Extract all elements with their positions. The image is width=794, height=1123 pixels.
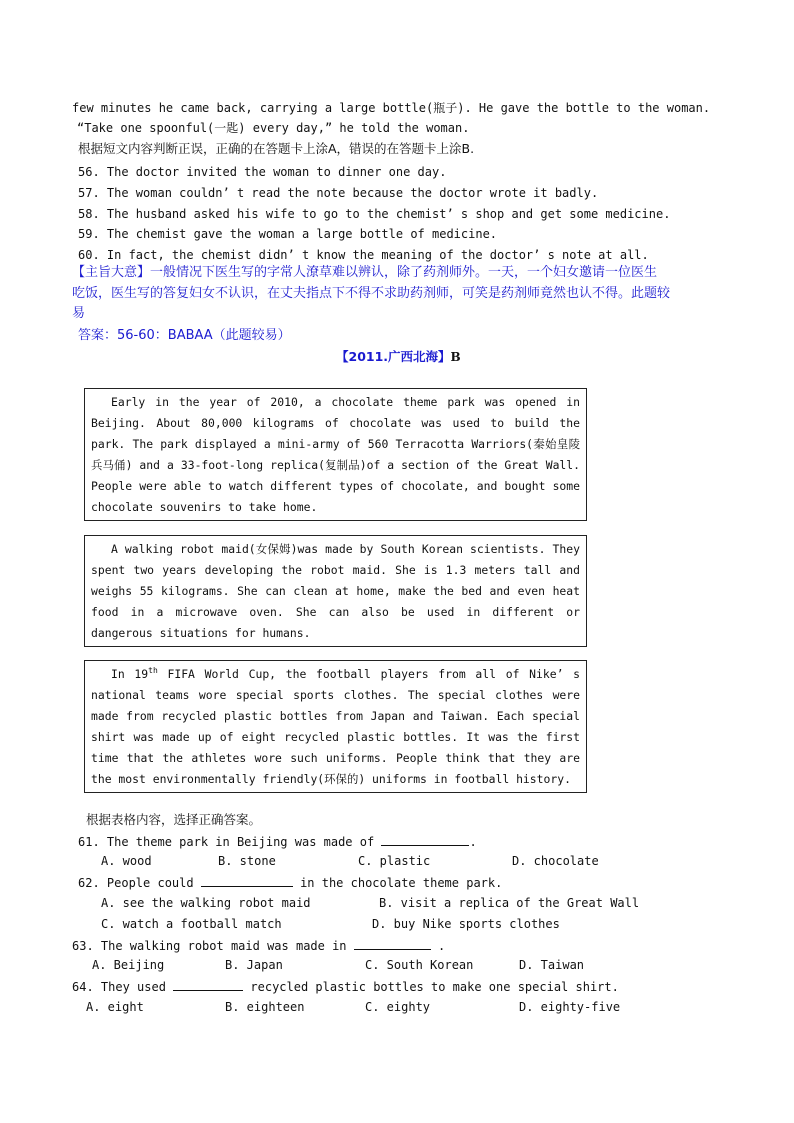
football-pre: In 19 [111, 667, 149, 681]
q61-option-d: D. chocolate [512, 854, 599, 868]
mc-instruction: 根据表格内容，选择正确答案。 [86, 812, 262, 827]
answer-line: 答案：56-60：BABAA（此题较易） [78, 328, 291, 343]
q63-option-a: A. Beijing [92, 958, 165, 972]
tf-item-57: 57. The woman couldn’ t read the note because the doctor wrote it badly. [78, 186, 599, 200]
q62-option-b: B. visit a replica of the Great Wall [379, 896, 640, 910]
q64-option-a: A. eight [86, 1000, 144, 1014]
tf-item-56: 56. The doctor invited the woman to dinner one day. [78, 165, 447, 179]
tf-item-60: 60. In fact, the chemist didn’ t know the meaning of the doctor’ s note at all. [78, 248, 649, 262]
tf-item-59: 59. The chemist gave the woman a large bottle of medicine. [78, 227, 498, 241]
q61-stem: 61. The theme park in Beijing was made of [78, 835, 375, 849]
q64-option-b: B. eighteen [225, 1000, 305, 1014]
passage-football-text [91, 664, 580, 790]
q62-blank [201, 876, 293, 887]
q62-option-c: C. watch a football match [101, 917, 282, 931]
football-post: FIFA World Cup, the football players from all of Nike’ s national teams wore special sports clothes. The special clothes were made from recycled plastic bottles from Japan and Taiwan. Each special shirt was made up of eight recycled plastic bottles. It was the first time that the athletes wore such uniforms. People think that they are the most environmentally friendly(环保的) uniforms in football history. [91, 667, 580, 786]
q62-option-d: D. buy Nike sports clothes [372, 917, 560, 931]
question-63 [72, 938, 445, 954]
tf-instruction: 根据短文内容判断正误，正确的在答题卡上涂A，错误的在答题卡上涂B. [78, 141, 475, 156]
q63-option-c: C. South Korean [365, 958, 474, 972]
q61-stem-end: . [469, 835, 477, 849]
passage-robot-text: A walking robot maid(女保姆)was made by South Korean scientists. They spent two years developing the robot maid. She is 1.3 meters tall and weighs 55 kilograms. She can clean at home, make the bed and even heat food in a microwave oven. She can also be used in different or dangerous situations for humans. [91, 542, 580, 640]
story-line-2: “Take one spoonful(一匙) every day,” he told the woman. [77, 121, 470, 135]
q63-option-b: B. Japan [225, 958, 283, 972]
q61-option-c: C. plastic [358, 854, 431, 868]
q63-stem-end: . [438, 939, 446, 953]
section-letter: B [450, 350, 461, 364]
question-61 [78, 834, 477, 850]
summary-line-2: 吃饭，医生写的答复妇女不认识，在丈夫指点下不得不求助药剂师，可笑是药剂师竟然也认不得。此题较 [72, 286, 671, 301]
q64-stem-end: recycled plastic bottles to make one special shirt. [250, 980, 619, 994]
passage-box-football [84, 660, 587, 793]
q62-stem: 62. People could [78, 876, 194, 890]
question-64 [72, 979, 619, 995]
q61-option-b: B. stone [218, 854, 276, 868]
passage-box-robot [84, 535, 587, 647]
q61-option-a: A. wood [101, 854, 152, 868]
q62-option-a: A. see the walking robot maid [101, 896, 311, 910]
section-source: 【2011.广西北海】 [336, 349, 451, 364]
tf-item-58: 58. The husband asked his wife to go to the chemist’ s shop and get some medicine. [78, 207, 671, 221]
q64-option-d: D. eighty-five [519, 1000, 621, 1014]
q62-stem-end: in the chocolate theme park. [300, 876, 503, 890]
q64-blank [173, 980, 243, 991]
q64-stem: 64. They used [72, 980, 166, 994]
q64-option-c: C. eighty [365, 1000, 431, 1014]
passage-box-chocolate [84, 388, 587, 521]
section-heading [336, 349, 461, 365]
q63-option-d: D. Taiwan [519, 958, 585, 972]
q61-blank [381, 835, 469, 846]
passage-chocolate-text: Early in the year of 2010, a chocolate theme park was opened in Beijing. About 80,000 kilograms of chocolate was used to build the park. The park displayed a mini-army of 560 Terracotta Warriors(秦始皇陵兵马俑) and a 33-foot-long replica(复制品)of a section of the Great Wall. People were able to watch different types of chocolate, and bought some chocolate souvenirs to take home. [91, 395, 580, 514]
question-62 [78, 875, 502, 891]
q63-blank [354, 939, 431, 950]
story-line-1: few minutes he came back, carrying a large bottle(瓶子). He gave the bottle to the woman. [72, 101, 711, 115]
football-sup: th [148, 666, 158, 676]
q63-stem: 63. The walking robot maid was made in [72, 939, 347, 953]
summary-line-3: 易 [72, 306, 86, 321]
summary-line-1: 【主旨大意】一般情况下医生写的字常人潦草难以辨认，除了药剂师外。一天，一个妇女邀请一位医生 [72, 265, 658, 280]
